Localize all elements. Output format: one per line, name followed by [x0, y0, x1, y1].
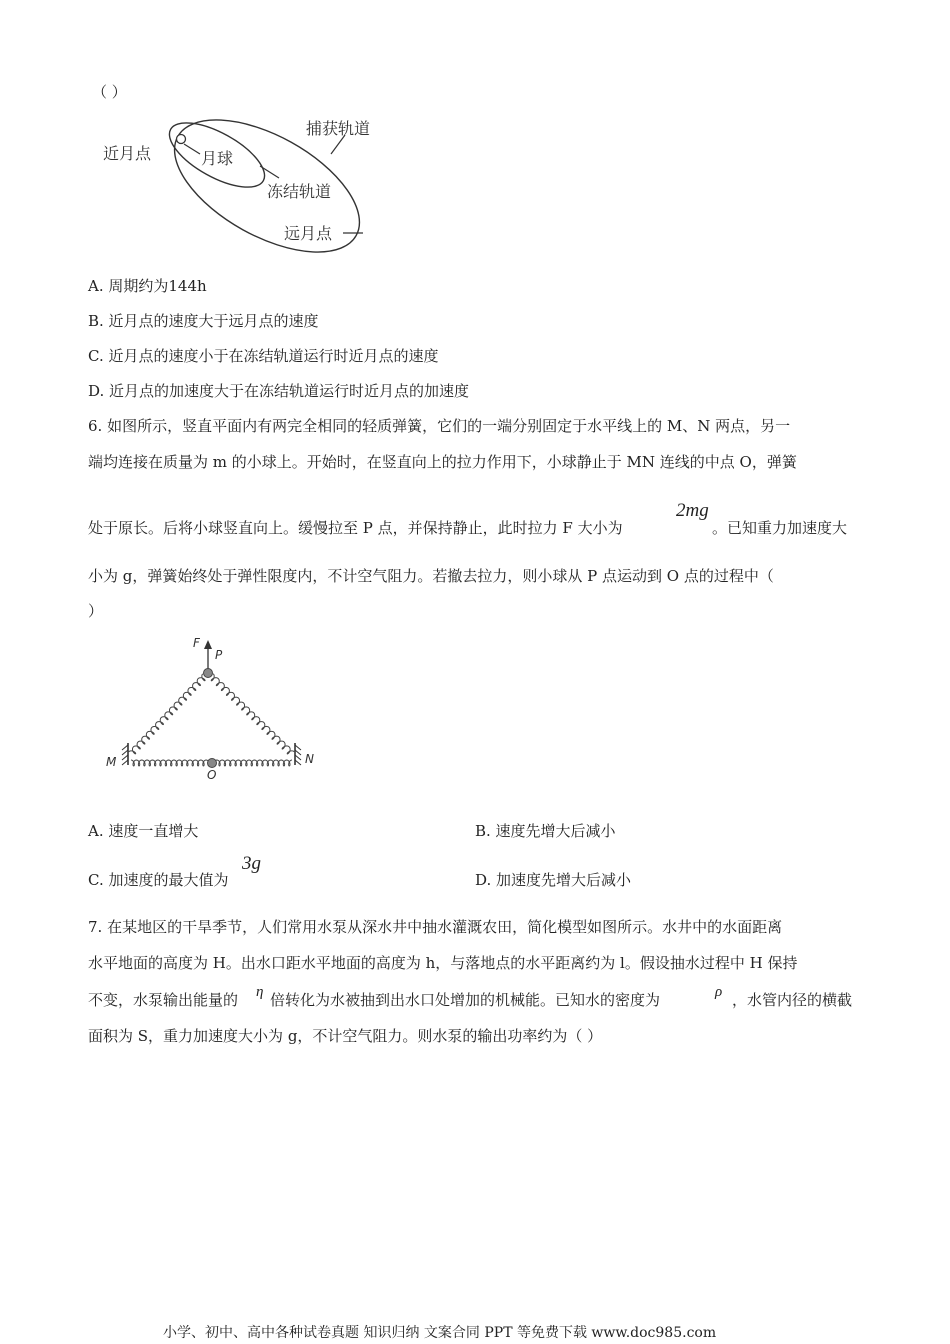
q6-stem-line5: ）	[88, 602, 104, 620]
wall-n-hatch	[295, 745, 301, 765]
label-m: M	[106, 755, 117, 769]
label-f: F	[193, 636, 200, 650]
spring-diagram	[95, 632, 335, 782]
q6-stem-line4: 小为 g，弹簧始终处于弹性限度内，不计空气阻力。若撤去拉力，则小球从 P 点运动到 O 点的过程中（	[88, 567, 774, 585]
label-n: N	[305, 752, 314, 766]
q5-option-c: C. 近月点的速度小于在冻结轨道运行时近月点的速度	[88, 347, 439, 365]
q7-stem-line1: 7. 在某地区的干旱季节，人们常用水泵从深水井中抽水灌溉农田，简化模型如图所示。水井中的水面距离	[88, 918, 783, 936]
q7-stem-line4: 面积为 S，重力加速度大小为 g，不计空气阻力。则水泵的输出功率约为（ ）	[88, 1027, 603, 1045]
q6-stem-line3-end: 。已知重力加速度大	[712, 519, 848, 537]
spring-left-inclined	[129, 674, 205, 754]
q6-stem-line2: 端均连接在质量为 m 的小球上。开始时，在竖直向上的拉力作用下，小球静止于 MN 连线的中点 O，弹簧	[88, 453, 797, 471]
wall-m-hatch	[122, 745, 128, 765]
q7-stem-line3: 不变，水泵输出能量的	[88, 991, 239, 1009]
q7-rho-symbol: ρ	[715, 984, 723, 1000]
perilune-label: 近月点	[103, 144, 152, 163]
q5-option-d: D. 近月点的加速度大于在冻结轨道运行时近月点的加速度	[88, 382, 470, 400]
label-p: P	[215, 648, 223, 662]
q6-option-b: B. 速度先增大后减小	[475, 822, 616, 840]
capture-orbit-label: 捕获轨道	[306, 119, 371, 138]
page-footer: 小学、初中、高中各种试卷真题 知识归纳 文案合同 PPT 等免费下载 www.doc985.com	[163, 1325, 717, 1341]
q7-stem-line3-mid: 倍转化为水被抽到出水口处增加的机械能。已知水的密度为	[270, 991, 661, 1009]
q5-answer-paren: （ ）	[92, 83, 127, 101]
moon-pointer	[184, 144, 200, 154]
q6-option-c-expression: 3g	[242, 853, 261, 874]
moon-label: 月球	[201, 149, 234, 168]
q6-option-a: A. 速度一直增大	[88, 822, 199, 840]
q6-option-d: D. 加速度先增大后减小	[475, 871, 632, 889]
frozen-orbit-label: 冻结轨道	[267, 182, 332, 201]
q6-stem-line1: 6. 如图所示，竖直平面内有两完全相同的轻质弹簧，它们的一端分别固定于水平线上的 M、N 两点，另一	[88, 417, 791, 435]
q6-stem-line3: 处于原长。后将小球竖直向上。缓慢拉至 P 点，并保持静止，此时拉力 F 大小为	[88, 519, 623, 537]
moon-marker	[177, 135, 186, 144]
q7-stem-line3-end: ，水管内径的横截	[732, 991, 853, 1009]
force-arrow-head	[204, 640, 212, 649]
label-o: O	[207, 768, 217, 782]
orbit-diagram	[95, 110, 385, 255]
q5-option-b: B. 近月点的速度大于远月点的速度	[88, 312, 319, 330]
ball-o	[208, 759, 217, 768]
frozen-orbit-pointer	[260, 166, 279, 178]
ball-p	[204, 669, 213, 678]
apolune-label: 远月点	[284, 224, 333, 243]
q5-option-a: A. 周期约为144h	[88, 277, 207, 295]
q7-stem-line2: 水平地面的高度为 H。出水口距水平地面的高度为 h，与落地点的水平距离约为 l。假设抽水过程中 H 保持	[88, 954, 798, 972]
q6-option-c: C. 加速度的最大值为	[88, 871, 229, 889]
q6-force-expression: 2mg	[676, 500, 709, 521]
spring-right-inclined	[211, 674, 294, 754]
q7-eta-symbol: η	[256, 984, 264, 1000]
